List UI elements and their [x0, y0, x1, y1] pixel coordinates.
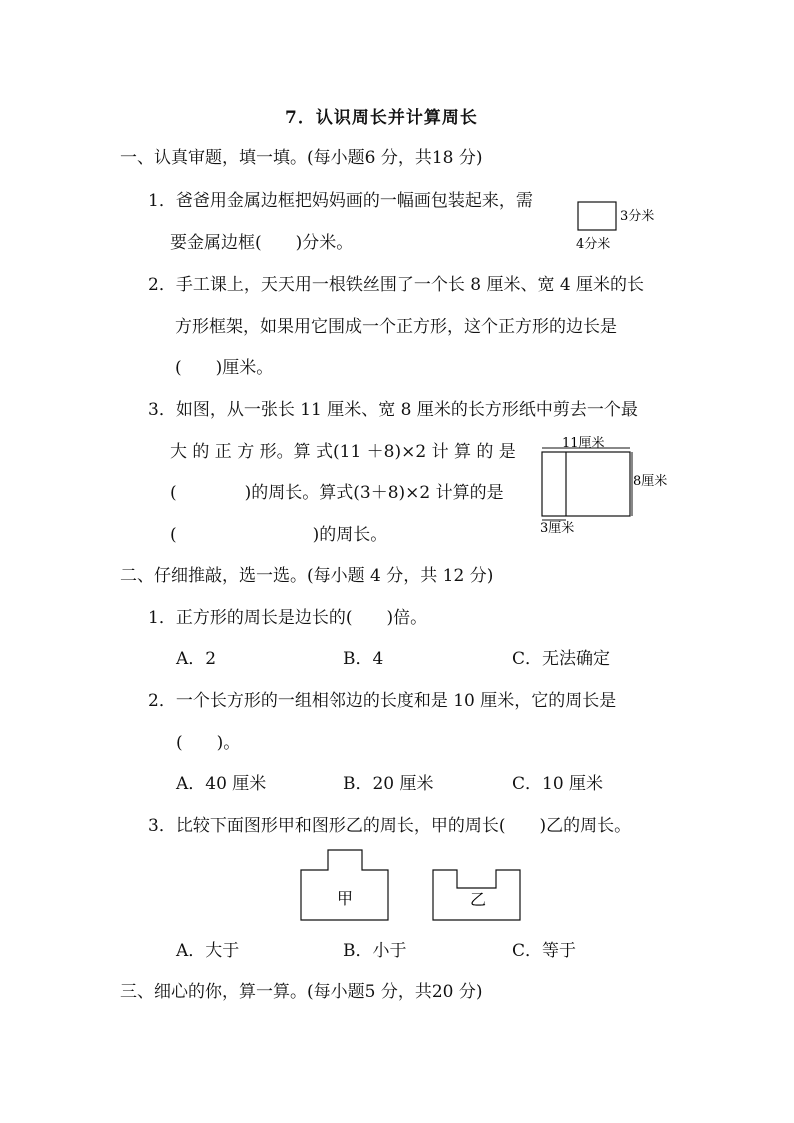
- q2-1-option-a[interactable]: A．2: [176, 649, 217, 669]
- shapes-comparison-figure: [298, 848, 538, 928]
- q2-3-option-b[interactable]: B．小于: [343, 941, 407, 961]
- large-rectangle: [542, 452, 630, 516]
- q2-1-option-c[interactable]: C．无法确定: [512, 649, 611, 669]
- section-1-heading: 一、认真审题，填一填。(每小题6 分，共18 分): [120, 148, 483, 168]
- q1-3-line-4: ( )的周长。: [170, 525, 388, 545]
- q1-3-line-2: 大 的 正 方 形。算 式(11 ＋8)×2 计 算 的 是: [170, 442, 516, 462]
- page-title: 7．认识周长并计算周长: [285, 108, 478, 128]
- q2-2-line-2: ( )。: [176, 733, 241, 753]
- bottom-dimension-label: 3厘米: [540, 521, 575, 536]
- q1-2-line-1: 2．手工课上，天天用一根铁丝围了一个长 8 厘米、宽 4 厘米的长: [148, 275, 645, 295]
- q2-1-line-1: 1．正方形的周长是边长的( )倍。: [148, 608, 428, 628]
- q2-3-line-1: 3．比较下面图形甲和图形乙的周长，甲的周长( )乙的周长。: [148, 816, 632, 836]
- q1-3-line-1: 3．如图，从一张长 11 厘米、宽 8 厘米的长方形纸中剪去一个最: [148, 400, 638, 420]
- q2-1-option-b[interactable]: B．4: [343, 649, 384, 669]
- top-dimension-label: 11厘米: [562, 436, 605, 451]
- q1-1-line-1: 1．爸爸用金属边框把妈妈画的一幅画包装起来，需: [148, 191, 533, 211]
- q2-2-option-a[interactable]: A．40 厘米: [176, 774, 267, 794]
- right-dimension-label: 8厘米: [633, 474, 668, 489]
- q2-2-option-c[interactable]: C．10 厘米: [512, 774, 604, 794]
- frame-bottom-label: 4分米: [576, 237, 611, 252]
- q1-2-line-2: 方形框架，如果用它围成一个正方形，这个正方形的边长是: [175, 317, 617, 337]
- shape-jia-outline: [301, 850, 388, 920]
- frame-rectangle: [578, 202, 616, 230]
- q1-2-line-3: ( )厘米。: [175, 358, 274, 378]
- q1-3-line-3: ( )的周长。算式(3＋8)×2 计算的是: [170, 483, 504, 503]
- frame-rectangle-figure: [570, 196, 690, 256]
- q2-3-option-c[interactable]: C．等于: [512, 941, 577, 961]
- section-2-heading: 二、仔细推敲，选一选。(每小题 4 分，共 12 分): [120, 566, 494, 586]
- q2-2-option-b[interactable]: B．20 厘米: [343, 774, 434, 794]
- shape-jia-label: 甲: [337, 889, 354, 908]
- shape-yi-label: 乙: [470, 890, 487, 909]
- q1-1-line-2: 要金属边框( )分米。: [170, 233, 354, 253]
- q2-2-line-1: 2．一个长方形的一组相邻边的长度和是 10 厘米，它的周长是: [148, 691, 617, 711]
- paper-cut-figure: [536, 436, 676, 546]
- q2-3-option-a[interactable]: A．大于: [176, 941, 240, 961]
- frame-side-label: 3分米: [620, 209, 655, 224]
- section-3-heading: 三、细心的你，算一算。(每小题5 分，共20 分): [120, 982, 483, 1002]
